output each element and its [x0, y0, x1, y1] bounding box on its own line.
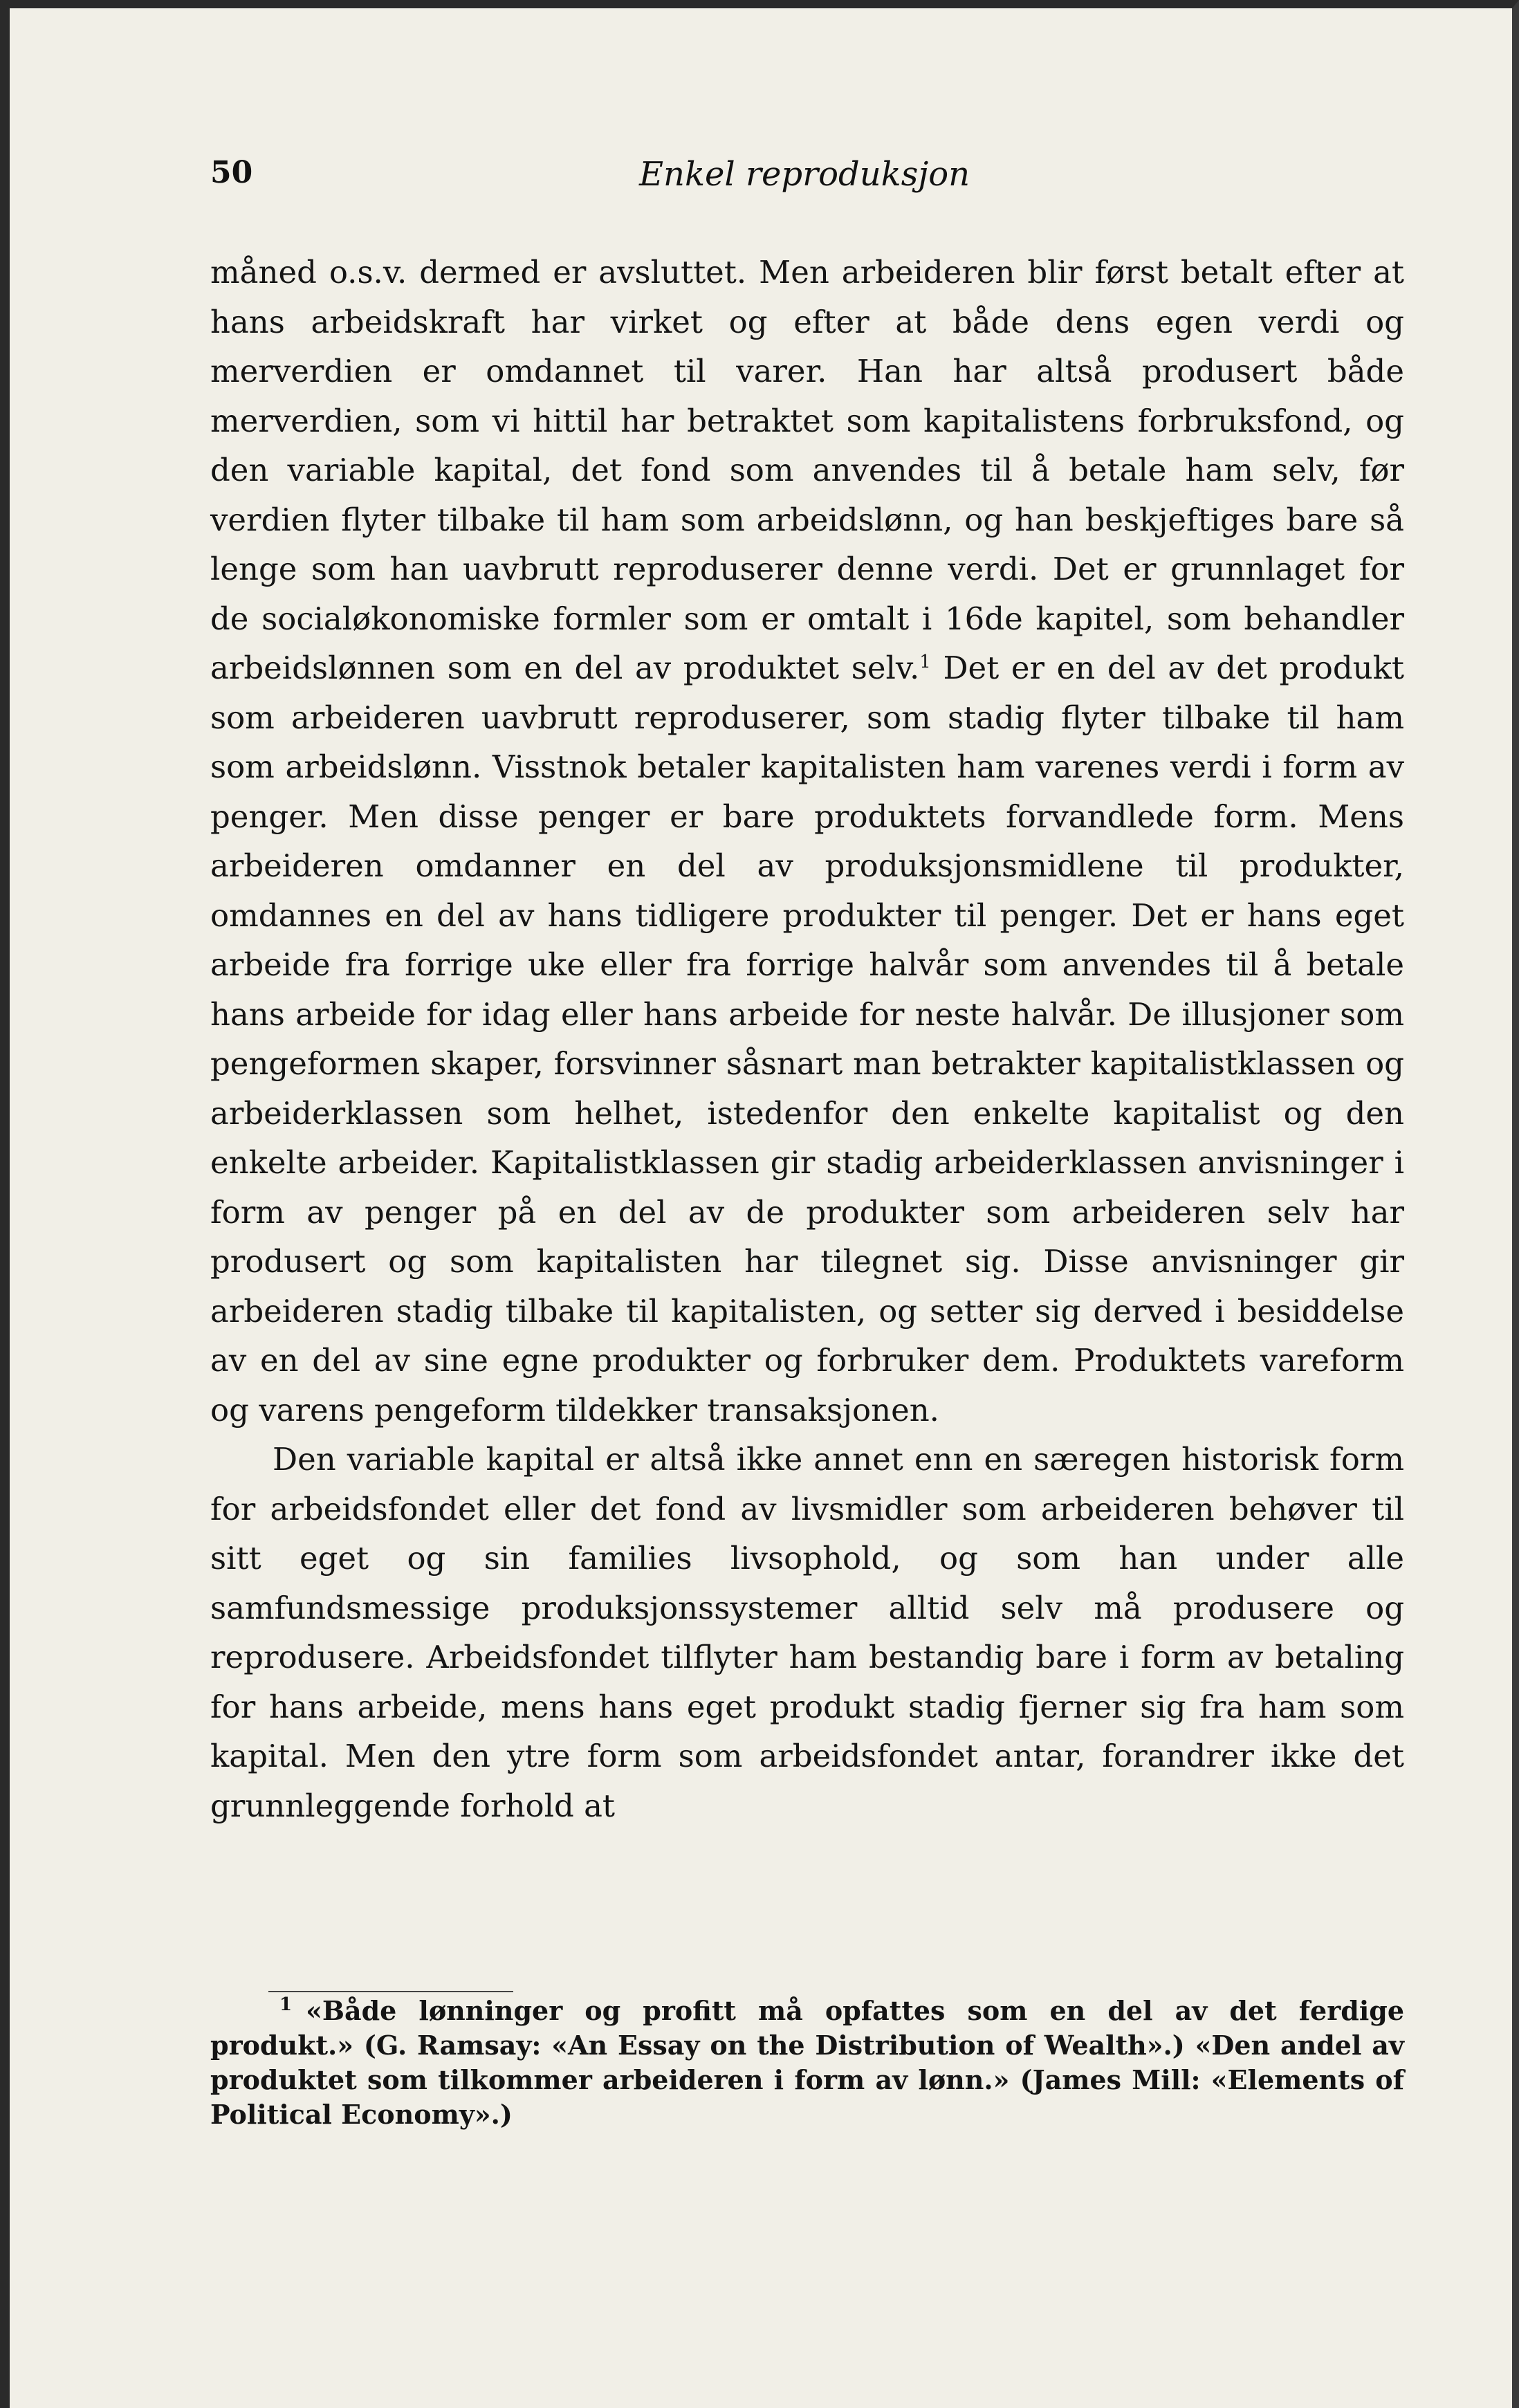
paragraph-1-part-1: måned o.s.v. dermed er avsluttet. Men arbeideren blir først betalt efter at hans arbeidskraft har virket og efter at både dens egen verdi og merverdien er omdannet til varer. Han har altså produsert både merverdien, som vi hittil har betraktet som kapitalistens forbruksfond, og den variable kapital, det fond som anvendes til å betale ham selv, før verdien flyter tilbake til ham som arbeidslønn, og han beskjeftiges bare så lenge som han uavbrutt reproduserer denne verdi. Det er grunnlaget for de socialøkonomiske formler som er omtalt i 16de kapitel, som behandler arbeidslønnen som en del av produktet selv. — [210, 254, 1404, 686]
footnote-1 — [210, 1994, 1404, 2132]
footnote-divider — [268, 1991, 513, 1992]
footnote-text: «Både lønninger og profitt må opfattes som en del av det ferdige produkt.» (G. Ramsay: «An Essay on the Distribution of Wealth».) «Den andel av produktet som tilkommer arbeideren i form av lønn.» (James Mill: «Elements of Political Economy».) — [210, 1995, 1404, 2130]
footnote-marker: 1 — [279, 1994, 293, 2016]
paragraph-1-part-2: Det er en del av det produkt som arbeideren uavbrutt reproduserer, som stadig flyter tilbake til ham som arbeidslønn. Visstnok betaler kapitalisten ham varenes verdi i form av penger. Men disse penger er bare produktets forvandlede form. Mens arbeideren omdanner en del av produksjonsmidlene til produkter, omdannes en del av hans tidligere produkter til penger. Det er hans eget arbeide fra forrige uke eller fra forrige halvår som anvendes til å betale hans arbeide for idag eller hans arbeide for neste halvår. De illusjoner som pengeformen skaper, forsvinner såsnart man betrakter kapitalistklassen og arbeiderklassen som helhet, istedenfor den enkelte kapitalist og den enkelte arbeider. Kapitalistklassen gir stadig arbeiderklassen anvisninger i form av penger på en del av de produkter som arbeideren selv har produsert og som kapitalisten har tilegnet sig. Disse anvisninger gir arbeideren stadig tilbake til kapitalisten, og setter sig derved i besiddelse av en del av sine egne produkter og forbruker dem. Produktets vareform og varens pengeform tildekker transaksjonen. — [210, 650, 1404, 1428]
page-header — [205, 155, 1404, 196]
paragraph-1 — [210, 248, 1404, 1435]
running-title: Enkel reproduksjon — [638, 155, 970, 194]
page-number: 50 — [210, 155, 253, 190]
paragraph-2: Den variable kapital er altså ikke annet enn en særegen historisk form for arbeidsfondet eller det fond av livsmidler som arbeideren behøver til sitt eget og sin families livsophold, og som han under alle samfundsmessige produksjonssystemer alltid selv må produsere og reprodusere. Arbeidsfondet tilflyter ham bestandig bare i form av betaling for hans arbeide, mens hans eget produkt stadig fjerner sig fra ham som kapital. Men den ytre form som arbeidsfondet antar, forandrer ikke det grunnleggende forhold at — [210, 1441, 1404, 1824]
main-text — [210, 248, 1404, 1830]
footnote-reference: 1 — [919, 652, 931, 672]
footnote-block — [210, 1994, 1404, 2132]
